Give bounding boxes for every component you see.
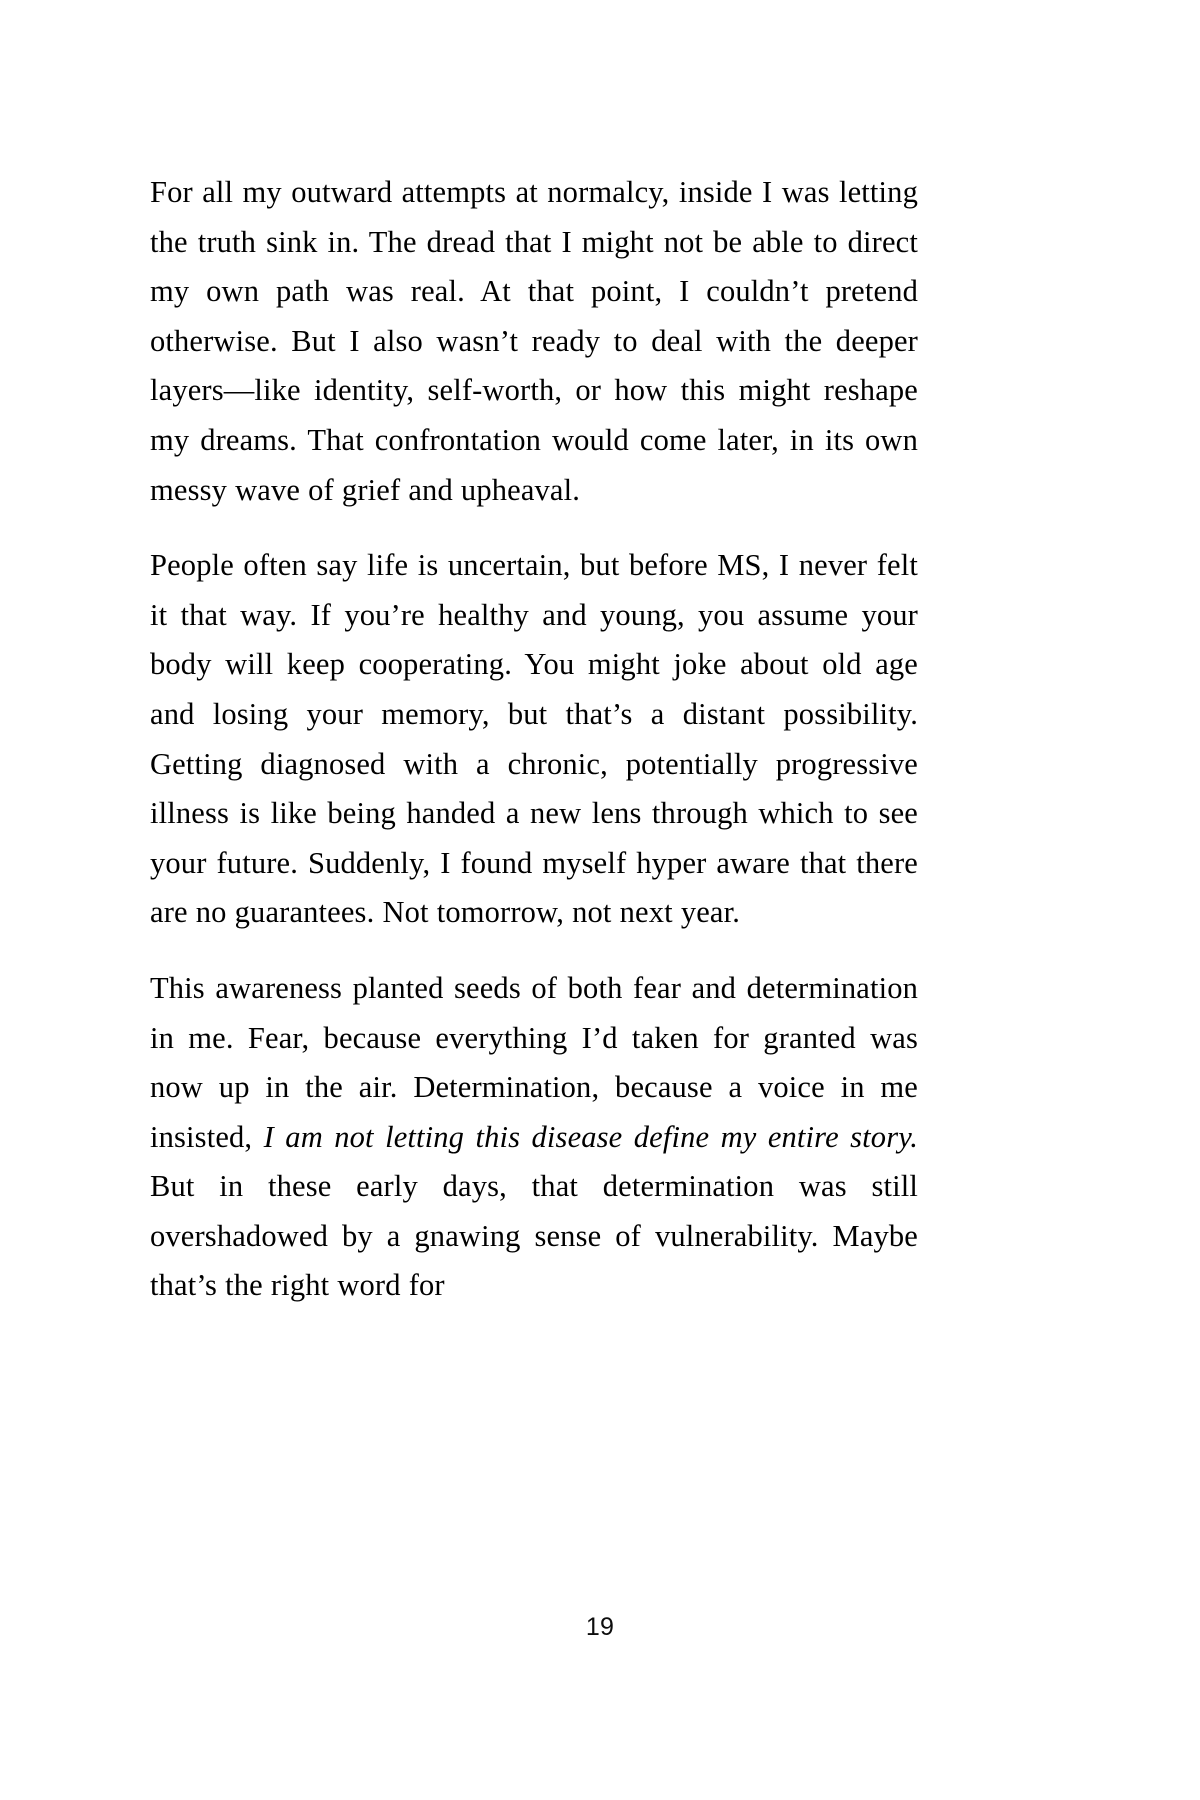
paragraph-3-emphasis-text: I am not letting this disease define my entire story. bbox=[263, 1119, 919, 1154]
body-paragraph-3 bbox=[150, 964, 918, 1311]
body-paragraph-2: People often say life is uncertain, but before MS, I never felt it that way. If you’re healthy and young, you assume your body will keep cooperating. You might joke about old age and losing your memory, but that’s a distant possibility. Getting diagnosed with a chronic, potentially progressive illness is like being handed a new lens through which to see your future. Suddenly, I found myself hyper aware that there are no guarantees. Not tomorrow, not next year. bbox=[150, 548, 918, 930]
body-paragraph-1: For all my outward attempts at normalcy, inside I was letting the truth sink in. The dread that I might not be able to direct my own path was real. At that point, I couldn’t pretend otherwise. But I also wasn’t ready to deal with the deeper layers—like identity, self-worth, or how this might reshape my dreams. That confrontation would come later, in its own messy wave of grief and upheaval. bbox=[150, 175, 918, 507]
paragraph-3-lead-text: This awareness planted seeds of both fear and determination in me. Fear, because everything I’d taken for granted was now up in the air. Determination, because a voice in me insisted, bbox=[150, 970, 918, 1154]
body-text-column bbox=[150, 168, 918, 1311]
paragraph-3-tail-text: But in these early days, that determination was still overshadowed by a gnawing sense of vulnerability. Maybe that’s the right word for bbox=[150, 1169, 918, 1303]
page-number: 19 bbox=[585, 1613, 615, 1641]
